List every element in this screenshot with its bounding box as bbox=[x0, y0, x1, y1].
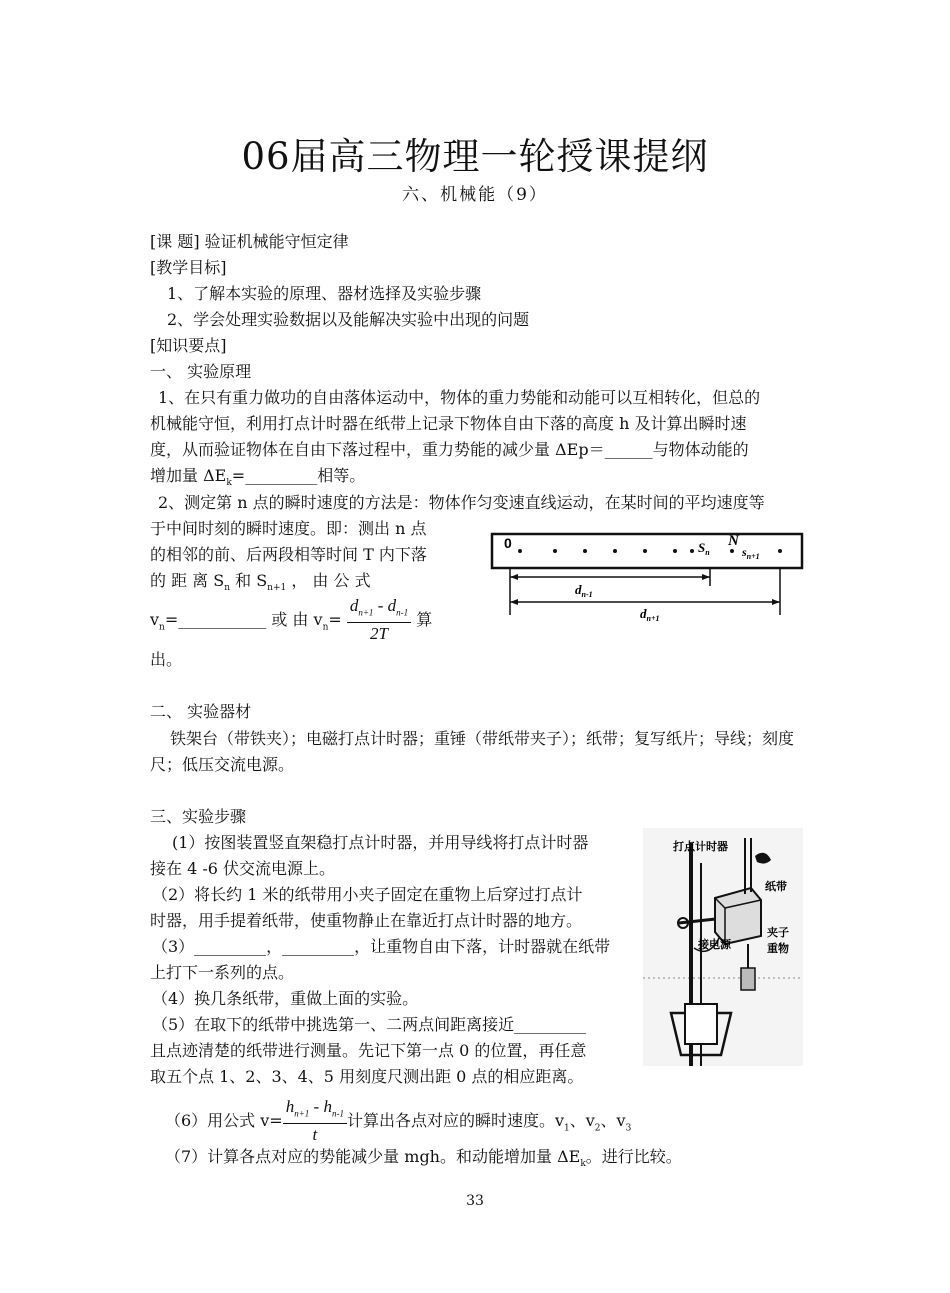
weight-icon bbox=[741, 968, 755, 990]
tape-label-dn+1: $d_{n+1}$ bbox=[640, 606, 660, 623]
page-title: 06届高三物理一轮授课提纲 bbox=[241, 135, 709, 178]
goal-1: 1、了解本实验的原理、器材选择及实验步骤 bbox=[167, 284, 482, 303]
label-power: 接电源 bbox=[698, 938, 731, 951]
step-6-line: （6）用公式 v= $\frac{h_{n+1} - h_{n-1}}{t}$ 计算出各点对应的瞬时速度。$v_1$、$v_2$、$v_3$ bbox=[165, 1097, 632, 1145]
equipment-line: 铁架台（带铁夹）；电磁打点计时器；重锤（带纸带夹子）；纸带；复写纸片；导线；刻度 bbox=[170, 729, 795, 748]
section-3-heading: 三、实验步骤 bbox=[150, 807, 247, 826]
timer-box bbox=[715, 888, 761, 944]
section-1-heading: 一、 实验原理 bbox=[150, 362, 252, 381]
velocity-method-line: 的 距 离 $S_n$ 和 $S_{n+1}$ ， 由 公 式 bbox=[150, 571, 371, 594]
step-line: 接在 4 -6 伏交流电源上。 bbox=[150, 859, 336, 878]
equipment-line: 尺；低压交流电源。 bbox=[150, 755, 295, 774]
step-line: （2）将长约 1 米的纸带用小夹子固定在重物上后穿过打点计 bbox=[152, 885, 583, 904]
principle-line: 机械能守恒，利用打点计时器在纸带上记录下物体自由下落的高度 h 及计算出瞬时速 bbox=[150, 414, 747, 433]
velocity-fraction: $\frac{d_{n+1} - d_{n-1}}{2T}$ bbox=[347, 596, 411, 645]
lesson-topic: [课 题] 验证机械能守恒定律 bbox=[150, 232, 349, 251]
step-line: 取五个点 1、2、3、4、5 用刻度尺测出距 0 点的相应距离。 bbox=[150, 1067, 584, 1086]
step-line: (1）按图装置竖直架稳打点计时器，并用导线将打点计时器 bbox=[172, 833, 589, 852]
step-line: 时器，用手提着纸带，使重物静止在靠近打点计时器的地方。 bbox=[150, 911, 583, 930]
label-tape: 纸带 bbox=[765, 880, 787, 893]
section-2-heading: 二、 实验器材 bbox=[150, 702, 252, 721]
principle-line: 增加量 $\Delta E_k=\_\_\_\_\_\_\_\_\_$相等。 bbox=[150, 466, 366, 489]
tape-label-sn: $S_n$ bbox=[698, 540, 710, 557]
page-number: 33 bbox=[466, 1193, 484, 1209]
velocity-method-line: 于中间时刻的瞬时速度。即：测出 n 点 bbox=[150, 519, 427, 538]
tape-label-dn-1: $d_{n-1}$ bbox=[575, 582, 593, 599]
step-6-fraction: $\frac{h_{n+1} - h_{n-1}}{t}$ bbox=[283, 1097, 347, 1146]
label-clip: 夹子 bbox=[767, 926, 789, 939]
step-line: （5）在取下的纸带中挑选第一、二两点间距离接近_________ bbox=[152, 1015, 587, 1034]
step-line: （4）换几条纸带，重做上面的实验。 bbox=[152, 989, 419, 1008]
page-subtitle: 六、机械能（9） bbox=[402, 185, 548, 205]
step-line: 上打下一系列的点。 bbox=[150, 963, 295, 982]
velocity-method-line: 出。 bbox=[150, 650, 183, 669]
label-timer: 打点计时器 bbox=[673, 840, 728, 853]
step-line: （3）_________，_________，让重物自由下落，计时器就在纸带 bbox=[152, 937, 611, 956]
velocity-method-line: 2、测定第 n 点的瞬时速度的方法是：物体作匀变速直线运动，在某时间的平均速度等 bbox=[158, 493, 765, 512]
label-weight: 重物 bbox=[767, 942, 789, 955]
paper-tape-figure bbox=[480, 520, 810, 630]
apparatus-figure bbox=[643, 828, 803, 1066]
goal-2: 2、学会处理实验数据以及能解决实验中出现的问题 bbox=[167, 310, 530, 329]
goals-heading: [教学目标] bbox=[150, 258, 227, 277]
tape-label-0: 0 bbox=[504, 535, 512, 551]
tape-label-sn1: $s_{n+1}$ bbox=[742, 545, 760, 561]
velocity-method-line: 的相邻的前、后两段相等时间 T 内下落 bbox=[150, 545, 427, 564]
knowledge-heading: [知识要点] bbox=[150, 336, 227, 355]
step-line: 且点迹清楚的纸带进行测量。先记下第一点 0 的位置，再任意 bbox=[150, 1041, 587, 1060]
tape-label-n: N bbox=[728, 533, 739, 549]
velocity-formula-line: $v_n=\_\_\_\_\_\_\_\_\_\_\_$ 或 由 $v_n=$ $\frac{d_{n+1} - d_{n-1}}{2T}$ 算 bbox=[150, 596, 433, 644]
step-7-line: （7）计算各点对应的势能减少量 mgh。和动能增加量 $\Delta E_k$。进行比较。 bbox=[165, 1147, 682, 1170]
principle-line: 度，从而验证物体在自由下落过程中，重力势能的减少量 ΔEp＝______与物体动能的 bbox=[150, 440, 749, 459]
principle-line: 1、在只有重力做功的自由落体运动中，物体的重力势能和动能可以互相转化，但总的 bbox=[158, 388, 761, 407]
